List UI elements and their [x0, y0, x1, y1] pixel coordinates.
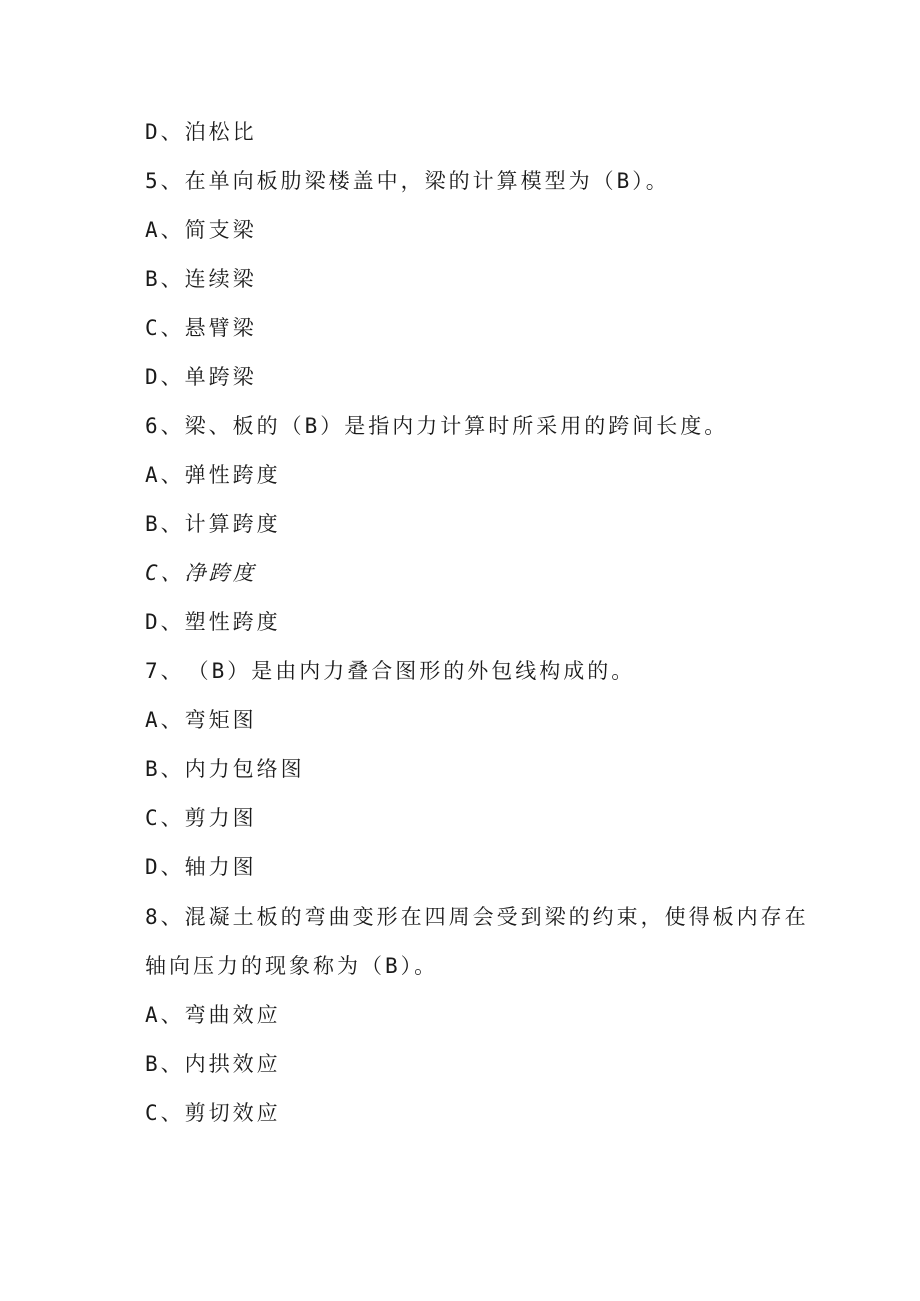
question-5: 5、在单向板肋梁楼盖中，梁的计算模型为（B）。 [145, 169, 670, 193]
question-6: 6、梁、板的（B）是指内力计算时所采用的跨间长度。 [145, 414, 729, 438]
option-8a: A、弯曲效应 [145, 1003, 281, 1027]
question-8-line-2: 轴向压力的现象称为（B）。 [145, 954, 439, 978]
question-8-line-1: 8、混凝土板的弯曲变形在四周会受到梁的约束，使得板内存在 [145, 905, 809, 929]
option-8c: C、剪切效应 [145, 1101, 281, 1125]
option-6d: D、塑性跨度 [145, 610, 281, 634]
option-5c: C、悬臂梁 [145, 316, 257, 340]
question-7: 7、 （B）是由内力叠合图形的外包线构成的。 [145, 659, 636, 683]
option-6c: C、净跨度 [145, 561, 257, 585]
option-5d: D、单跨梁 [145, 365, 257, 389]
option-5a: A、简支梁 [145, 218, 257, 242]
option-7a: A、弯矩图 [145, 708, 257, 732]
option-7d: D、轴力图 [145, 855, 257, 879]
option-7c: C、剪力图 [145, 806, 257, 830]
option-6a: A、弹性跨度 [145, 463, 281, 487]
option-4d: D、泊松比 [145, 120, 257, 144]
option-5b: B、连续梁 [145, 267, 257, 291]
option-6b: B、计算跨度 [145, 512, 281, 536]
option-7b: B、内力包络图 [145, 757, 305, 781]
option-8b: B、内拱效应 [145, 1052, 281, 1076]
